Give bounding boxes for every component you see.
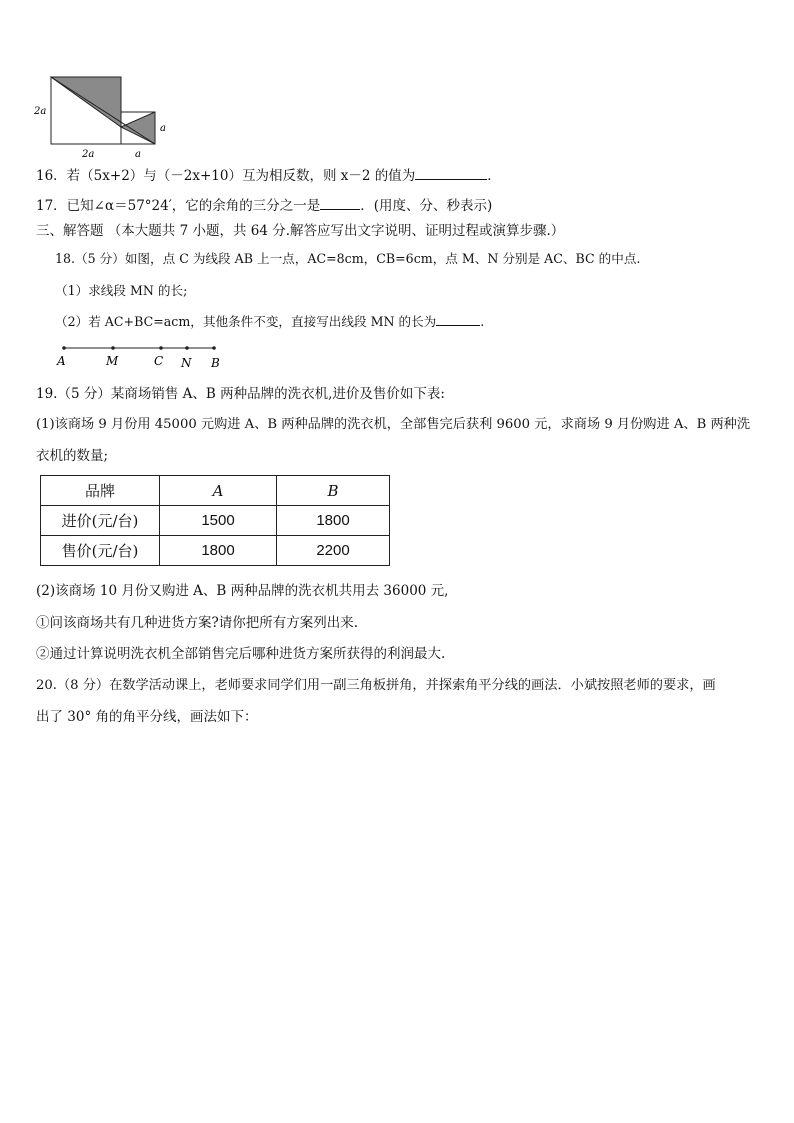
question-18-part2-text: （2）若 AC+BC=acm，其他条件不变，直接写出线段 MN 的长为 <box>55 314 437 329</box>
table-cell: 售价(元/台) <box>41 536 160 566</box>
question-16-end: ． <box>487 168 501 184</box>
question-18-stem: 18.（5 分）如图，点 C 为线段 AB 上一点，AC=8cm，CB=6cm，点 M、N 分别是 AC、BC 的中点. <box>55 251 641 266</box>
section-heading: 三、解答题 （本大题共 7 小题，共 64 分.解答应写出文字说明、证明过程或演算步骤.） <box>36 223 565 239</box>
question-19-part1-line1: (1)该商场 9 月份用 45000 元购进 A、B 两种品牌的洗衣机，全部售完后获利 9600 元，求商场 9 月份购进 A、B 两种洗 <box>36 417 751 432</box>
price-table <box>40 475 390 566</box>
table-cell: 1500 <box>160 506 277 536</box>
question-19-stem: 19.（5 分）某商场销售 A、B 两种品牌的洗衣机,进价及售价如下表: <box>36 386 445 402</box>
table-header-row <box>41 476 390 506</box>
table-row <box>41 506 390 536</box>
question-20-line2: 出了 30° 角的角平分线，画法如下： <box>36 709 258 725</box>
point-a <box>62 346 66 350</box>
question-19-part2-ii: ②通过计算说明洗衣机全部销售完后哪种进货方案所获得的利润最大. <box>36 646 446 662</box>
point-c <box>159 346 163 350</box>
label-a-right: a <box>160 123 166 134</box>
table-header: 品牌 <box>41 476 160 506</box>
question-19-part2: (2)该商场 10 月份又购进 A、B 两种品牌的洗衣机共用去 36000 元, <box>36 583 449 599</box>
question-17-text: 17．已知∠α＝57°24′，它的余角的三分之一是 <box>36 198 321 214</box>
question-16 <box>36 167 501 185</box>
question-20-line1: 20.（8 分）在数学活动课上，老师要求同学们用一副三角板拼角，并探索角平分线的画法．小斌按照老师的要求，画 <box>36 678 716 693</box>
rectangles-figure <box>30 72 180 162</box>
label-2a-bottom: 2a <box>82 149 95 160</box>
segment-figure <box>50 340 230 370</box>
answer-blank-18[interactable] <box>436 313 480 326</box>
question-18-part1: （1）求线段 MN 的长; <box>55 283 188 298</box>
table-cell: 2200 <box>277 536 390 566</box>
question-18-part2 <box>55 313 484 331</box>
table-cell: 1800 <box>277 506 390 536</box>
label-m: M <box>106 354 119 368</box>
label-b: B <box>211 356 220 370</box>
label-a-bottom: a <box>135 149 141 160</box>
answer-blank-16[interactable] <box>415 167 487 180</box>
table-cell: 1800 <box>160 536 277 566</box>
question-16-text: 16．若（5x+2）与（－2x+10）互为相反数，则 x－2 的值为 <box>36 168 416 184</box>
label-a: A <box>57 354 66 368</box>
question-19-part2-i: ①问该商场共有几种进货方案?请你把所有方案列出来. <box>36 615 359 631</box>
question-17-end: ．(用度、分、秒表示) <box>360 198 493 214</box>
label-2a-left: 2a <box>34 106 47 117</box>
answer-blank-17[interactable] <box>320 197 360 210</box>
point-n <box>185 346 189 350</box>
table-row <box>41 536 390 566</box>
label-c: C <box>154 354 164 368</box>
table-cell: 进价(元/台) <box>41 506 160 536</box>
table-header: A <box>160 476 277 506</box>
question-18-part2-end: . <box>480 314 485 329</box>
label-n: N <box>181 356 192 370</box>
question-19-part1-line2: 衣机的数量; <box>36 448 109 464</box>
point-b <box>212 346 216 350</box>
question-17 <box>36 197 492 215</box>
point-m <box>111 346 115 350</box>
table-header: B <box>277 476 390 506</box>
